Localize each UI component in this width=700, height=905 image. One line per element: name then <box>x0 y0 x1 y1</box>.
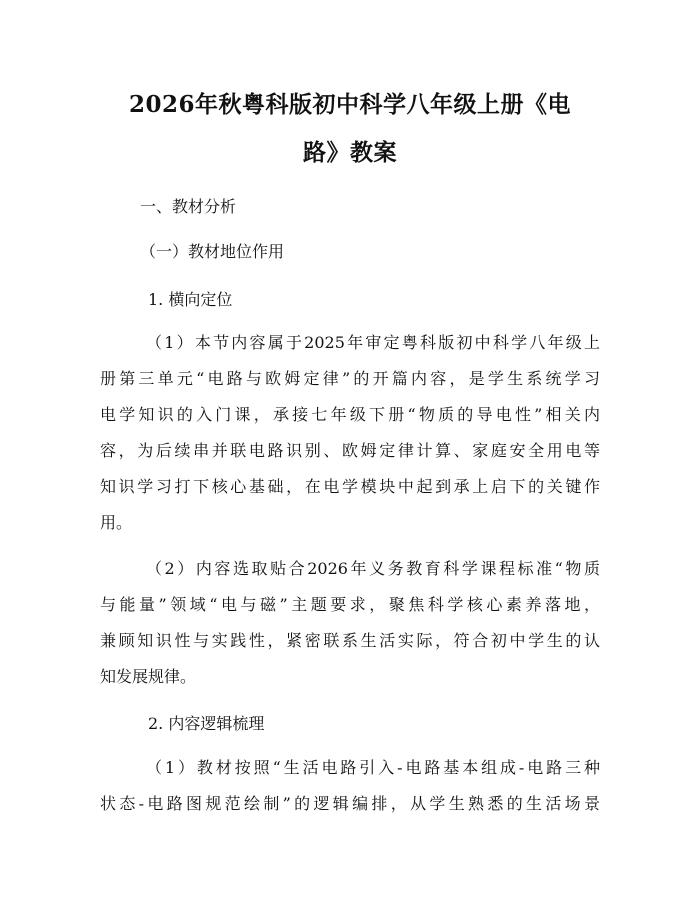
paragraph-line: （2）内容选取贴合2026年义务教育科学课程标准“物质 <box>146 559 600 578</box>
item-heading-content-logic: 2. 内容逻辑梳理 <box>148 714 265 733</box>
paragraph-1 <box>100 325 600 541</box>
paragraph-line: 知发展规律。 <box>100 667 197 686</box>
paragraph-line: 与能量”领域“电与磁”主题要求，聚焦科学核心素养落地， <box>100 595 600 614</box>
paragraph-line: 电学知识的入门课，承接七年级下册“物质的导电性”相关内 <box>100 405 600 424</box>
document-title-line-1: 2026年秋粤科版初中科学八年级上册《电 <box>128 91 571 118</box>
section-heading-textbook-analysis: 一、教材分析 <box>140 197 237 216</box>
item-heading-horizontal-positioning: 1. 横向定位 <box>148 290 233 309</box>
paragraph-line: （1）教材按照“生活电路引入-电路基本组成-电路三种 <box>146 758 600 777</box>
paragraph-line: 册第三单元“电路与欧姆定律”的开篇内容，是学生系统学习 <box>100 369 600 388</box>
paragraph-line: 容，为后续串并联电路识别、欧姆定律计算、家庭安全用电等 <box>100 441 600 460</box>
paragraph-line: 状态-电路图规范绘制”的逻辑编排，从学生熟悉的生活场景 <box>100 794 600 813</box>
paragraph-line: 知识学习打下核心基础，在电学模块中起到承上启下的关键作 <box>100 477 600 496</box>
paragraph-line: （1）本节内容属于2025年审定粤科版初中科学八年级上 <box>146 333 600 352</box>
paragraph-3 <box>100 750 600 822</box>
paragraph-2 <box>100 551 600 695</box>
subsection-heading-textbook-role: （一）教材地位作用 <box>140 242 285 261</box>
paragraph-line: 用。 <box>100 513 133 532</box>
document-title-line-2: 路》教案 <box>303 139 397 166</box>
paragraph-line: 兼顾知识性与实践性，紧密联系生活实际，符合初中学生的认 <box>100 631 600 650</box>
